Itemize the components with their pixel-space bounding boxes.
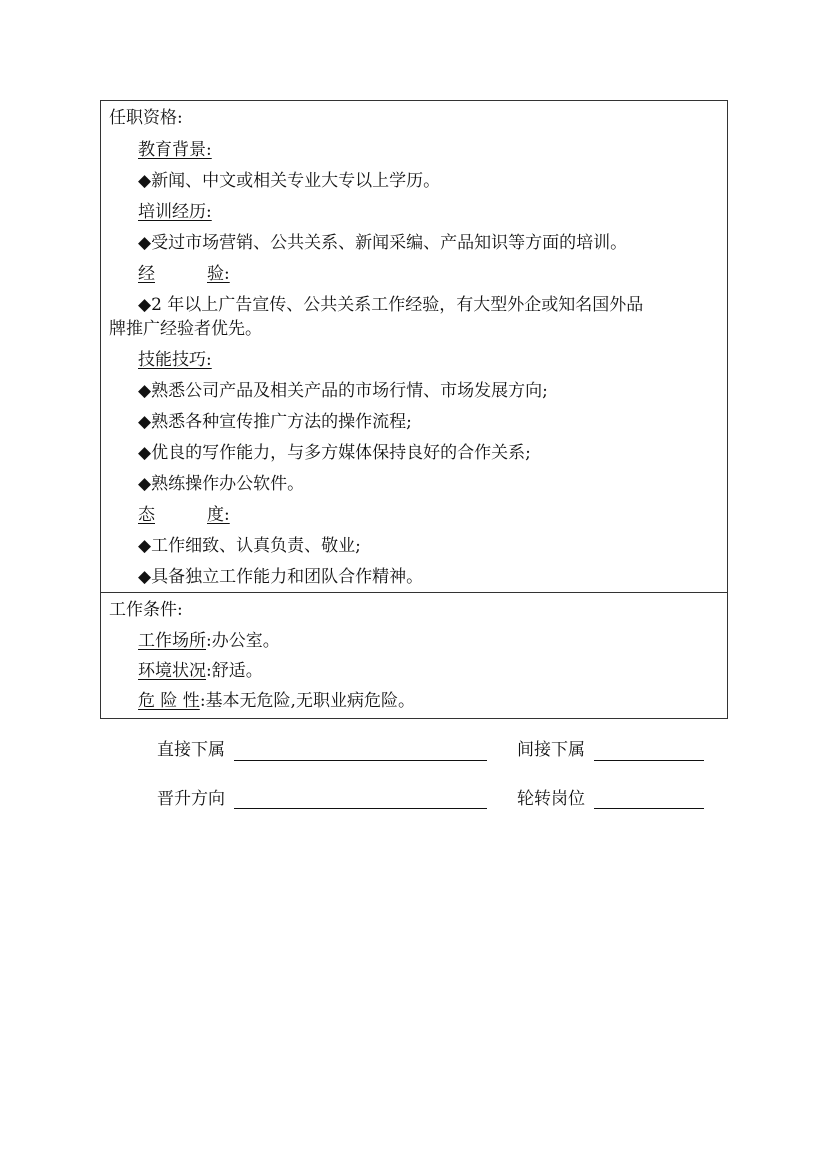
direct-subordinate-label: 直接下属 — [157, 740, 225, 760]
qualifications-section — [101, 101, 727, 592]
indirect-subordinate-label: 间接下属 — [517, 740, 585, 760]
indirect-subordinate-blank[interactable] — [594, 760, 704, 761]
skills-item: ◆熟悉公司产品及相关产品的市场行情、市场发展方向; — [138, 381, 548, 401]
conditions-heading: 工作条件: — [109, 600, 183, 620]
attitude-label: 态 度: — [138, 505, 230, 525]
workplace-value: :办公室。 — [206, 631, 280, 651]
experience-label: 经 验: — [138, 264, 230, 284]
rotation-position-label: 轮转岗位 — [517, 789, 585, 809]
hazard-value: :基本无危险,无职业病危险。 — [199, 691, 415, 711]
rotation-position-blank[interactable] — [594, 808, 704, 809]
direct-subordinate-blank[interactable] — [234, 760, 487, 761]
skills-label: 技能技巧: — [138, 350, 212, 370]
workplace-row — [138, 630, 727, 652]
promotion-direction-label: 晋升方向 — [157, 789, 225, 809]
education-label: 教育背景: — [138, 140, 212, 160]
attitude-item: ◆工作细致、认真负责、敬业; — [138, 536, 361, 556]
environment-label: 环境状况 — [138, 661, 206, 681]
training-item: ◆受过市场营销、公共关系、新闻采编、产品知识等方面的培训。 — [138, 233, 628, 253]
skills-item: ◆优良的写作能力，与多方媒体保持良好的合作关系; — [138, 443, 531, 463]
skills-item: ◆熟练操作办公软件。 — [138, 474, 305, 494]
environment-row — [138, 660, 727, 682]
conditions-section — [101, 592, 727, 718]
environment-value: :舒适。 — [206, 661, 263, 681]
experience-item-line1: ◆2 年以上广告宣传、公共关系工作经验，有大型外企或知名国外品 — [138, 295, 644, 315]
hazard-row — [138, 690, 727, 712]
hazard-label: 危 险 性 — [138, 691, 200, 711]
experience-item-line2: 牌推广经验者优先。 — [109, 319, 262, 339]
qualification-form-table — [100, 100, 728, 719]
training-label: 培训经历: — [138, 202, 212, 222]
qualifications-heading: 任职资格: — [109, 108, 183, 128]
skills-item: ◆熟悉各种宣传推广方法的操作流程; — [138, 412, 412, 432]
attitude-item: ◆具备独立工作能力和团队合作精神。 — [138, 567, 424, 587]
workplace-label: 工作场所 — [138, 631, 206, 651]
promotion-direction-blank[interactable] — [234, 808, 487, 809]
education-item: ◆新闻、中文或相关专业大专以上学历。 — [138, 171, 441, 191]
